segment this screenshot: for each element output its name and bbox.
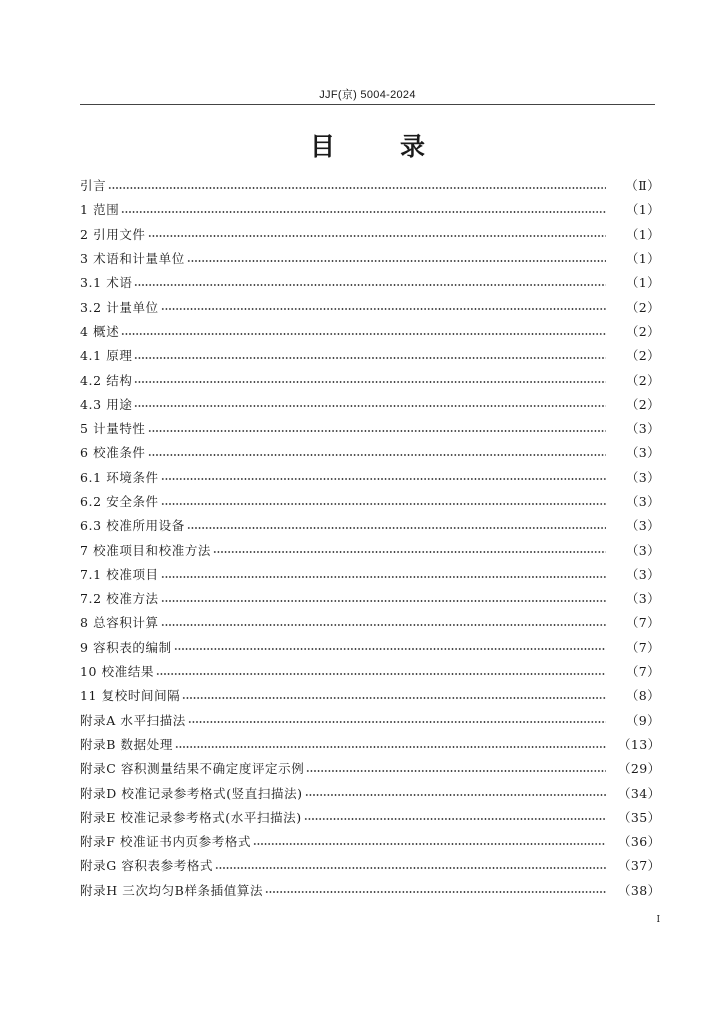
toc-entry [80, 247, 660, 271]
dot-leader [305, 781, 606, 805]
toc-entry-page: （2） [625, 348, 660, 364]
toc-entry-label: 10 校准结果 [80, 664, 155, 680]
dot-leader [134, 368, 606, 392]
toc-entry-page: （3） [625, 445, 660, 461]
page-number: Ⅰ [656, 915, 660, 925]
toc-entry [80, 806, 660, 830]
toc-entry-label: 附录A 水平扫描法 [80, 712, 186, 728]
toc-entry-label: 8 总容积计算 [80, 615, 159, 631]
toc-entry-label: 4.3 用途 [80, 396, 133, 412]
toc-entry [80, 320, 660, 344]
toc-entry-page: （37） [618, 858, 661, 874]
dot-leader [156, 660, 606, 684]
toc-entry-page: （3） [625, 421, 660, 437]
toc-entry-page: （3） [625, 518, 660, 534]
toc-entry [80, 223, 660, 247]
toc-entry-page: （8） [625, 688, 660, 704]
toc-entry [80, 879, 660, 903]
dot-leader [188, 709, 606, 733]
toc-entry-label: 4.2 结构 [80, 372, 133, 388]
toc-entry-label: 6.1 环境条件 [80, 469, 159, 485]
dot-leader [306, 757, 606, 781]
toc-entry [80, 563, 660, 587]
toc-entry-label: 11 复校时间间隔 [80, 688, 181, 704]
dot-leader [175, 733, 606, 757]
toc-entry-label: 4.1 原理 [80, 348, 133, 364]
toc-entry [80, 441, 660, 465]
toc-entry [80, 417, 660, 441]
toc-entry-page: （3） [625, 566, 660, 582]
toc-entry-page: （1） [625, 226, 660, 242]
toc-entry-page: （Ⅱ） [625, 178, 660, 194]
dot-leader [134, 344, 606, 368]
toc-entry-label: 6.2 安全条件 [80, 494, 159, 509]
toc-entry-label: 6.3 校准所用设备 [80, 518, 185, 534]
toc-entry [80, 466, 660, 490]
dot-leader [174, 636, 606, 660]
toc-entry-page: （2） [625, 396, 660, 412]
toc-entry-label: 7 校准项目和校准方法 [80, 542, 212, 558]
toc-entry-page: （9） [625, 712, 660, 728]
toc-entry-label: 附录H 三次均匀B样条插值算法 [80, 882, 264, 898]
dot-leader [134, 271, 606, 295]
toc-entry [80, 538, 660, 562]
toc-entry-page: （3） [625, 591, 660, 607]
toc-entry [80, 781, 660, 805]
toc-entry-page: （13） [618, 736, 661, 752]
toc-entry-label: 2 引用文件 [80, 226, 146, 242]
toc-entry [80, 611, 660, 635]
toc-entry [80, 733, 660, 757]
dot-leader [161, 466, 606, 490]
dot-leader [265, 879, 606, 903]
toc-entry-label: 附录E 校准记录参考格式(水平扫描法) [80, 809, 302, 825]
toc-entry-label: 5 计量特性 [80, 421, 146, 437]
toc-entry-label: 3.1 术语 [80, 275, 133, 291]
page-title: 目 录 [309, 132, 445, 161]
toc-entry-page: （3） [625, 469, 660, 485]
dot-leader [253, 830, 606, 854]
toc-entry-label: 附录F 校准证书内页参考格式 [80, 834, 252, 850]
toc-entry-page: （7） [625, 639, 660, 655]
toc-entry-label: 1 范围 [80, 202, 120, 218]
toc-entry-label: 7.2 校准方法 [80, 591, 159, 607]
toc-entry-page: （3） [625, 542, 660, 558]
toc-entry-label: 附录D 校准记录参考格式(竖直扫描法) [80, 785, 303, 801]
toc-entry [80, 198, 660, 222]
toc-entry-label: 6 校准条件 [80, 445, 146, 461]
dot-leader [121, 320, 606, 344]
toc-entry-label: 4 概述 [80, 323, 120, 339]
toc-entry [80, 709, 660, 733]
toc-entry-page: （1） [625, 202, 660, 218]
toc-entry-page: （2） [625, 372, 660, 388]
toc-entry-label: 3 术语和计量单位 [80, 251, 185, 267]
toc-entry-label: 引言 [80, 178, 107, 194]
toc-entry [80, 757, 660, 781]
toc-entry [80, 295, 660, 319]
dot-leader [134, 393, 606, 417]
toc-entry [80, 830, 660, 854]
toc-entry [80, 271, 660, 295]
dot-leader [161, 563, 606, 587]
toc-entry-page: （7） [625, 615, 660, 631]
dot-leader [148, 223, 606, 247]
toc-entry-label: 9 容积表的编制 [80, 639, 172, 655]
dot-leader [187, 247, 606, 271]
toc-entry-page: （3） [625, 494, 660, 509]
toc-entry-page: （36） [618, 834, 661, 850]
table-of-contents [80, 174, 660, 903]
dot-leader [161, 587, 606, 611]
toc-entry-page: （1） [625, 275, 660, 291]
document-code: JJF(京) 5004-2024 [319, 89, 416, 101]
toc-entry [80, 344, 660, 368]
toc-entry [80, 660, 660, 684]
toc-entry-page: （35） [618, 809, 661, 825]
dot-leader [213, 538, 606, 562]
toc-entry [80, 514, 660, 538]
dot-leader [215, 854, 606, 878]
dot-leader [148, 441, 606, 465]
toc-entry [80, 684, 660, 708]
toc-entry-label: 附录G 容积表参考格式 [80, 858, 214, 874]
toc-entry-page: （34） [618, 785, 661, 801]
dot-leader [148, 417, 606, 441]
toc-entry [80, 174, 660, 198]
toc-entry-page: （1） [625, 251, 660, 267]
dot-leader [161, 295, 606, 319]
toc-entry [80, 587, 660, 611]
toc-entry [80, 393, 660, 417]
toc-entry-page: （2） [625, 299, 660, 315]
dot-leader [304, 806, 606, 830]
toc-entry-label: 3.2 计量单位 [80, 299, 159, 315]
dot-leader [108, 174, 606, 198]
toc-entry [80, 636, 660, 660]
dot-leader [161, 490, 606, 514]
toc-entry-label: 7.1 校准项目 [80, 566, 159, 582]
toc-entry-page: （38） [618, 882, 661, 898]
toc-entry-page: （29） [618, 761, 661, 777]
toc-entry-label: 附录C 容积测量结果不确定度评定示例 [80, 761, 305, 777]
toc-entry-page: （2） [625, 323, 660, 339]
dot-leader [121, 198, 606, 222]
toc-entry [80, 368, 660, 392]
toc-entry-label: 附录B 数据处理 [80, 736, 173, 752]
toc-entry-page: （7） [625, 664, 660, 680]
dot-leader [187, 514, 606, 538]
toc-entry [80, 490, 660, 514]
dot-leader [182, 684, 606, 708]
dot-leader [161, 611, 606, 635]
toc-entry [80, 854, 660, 878]
header-rule [80, 104, 655, 105]
